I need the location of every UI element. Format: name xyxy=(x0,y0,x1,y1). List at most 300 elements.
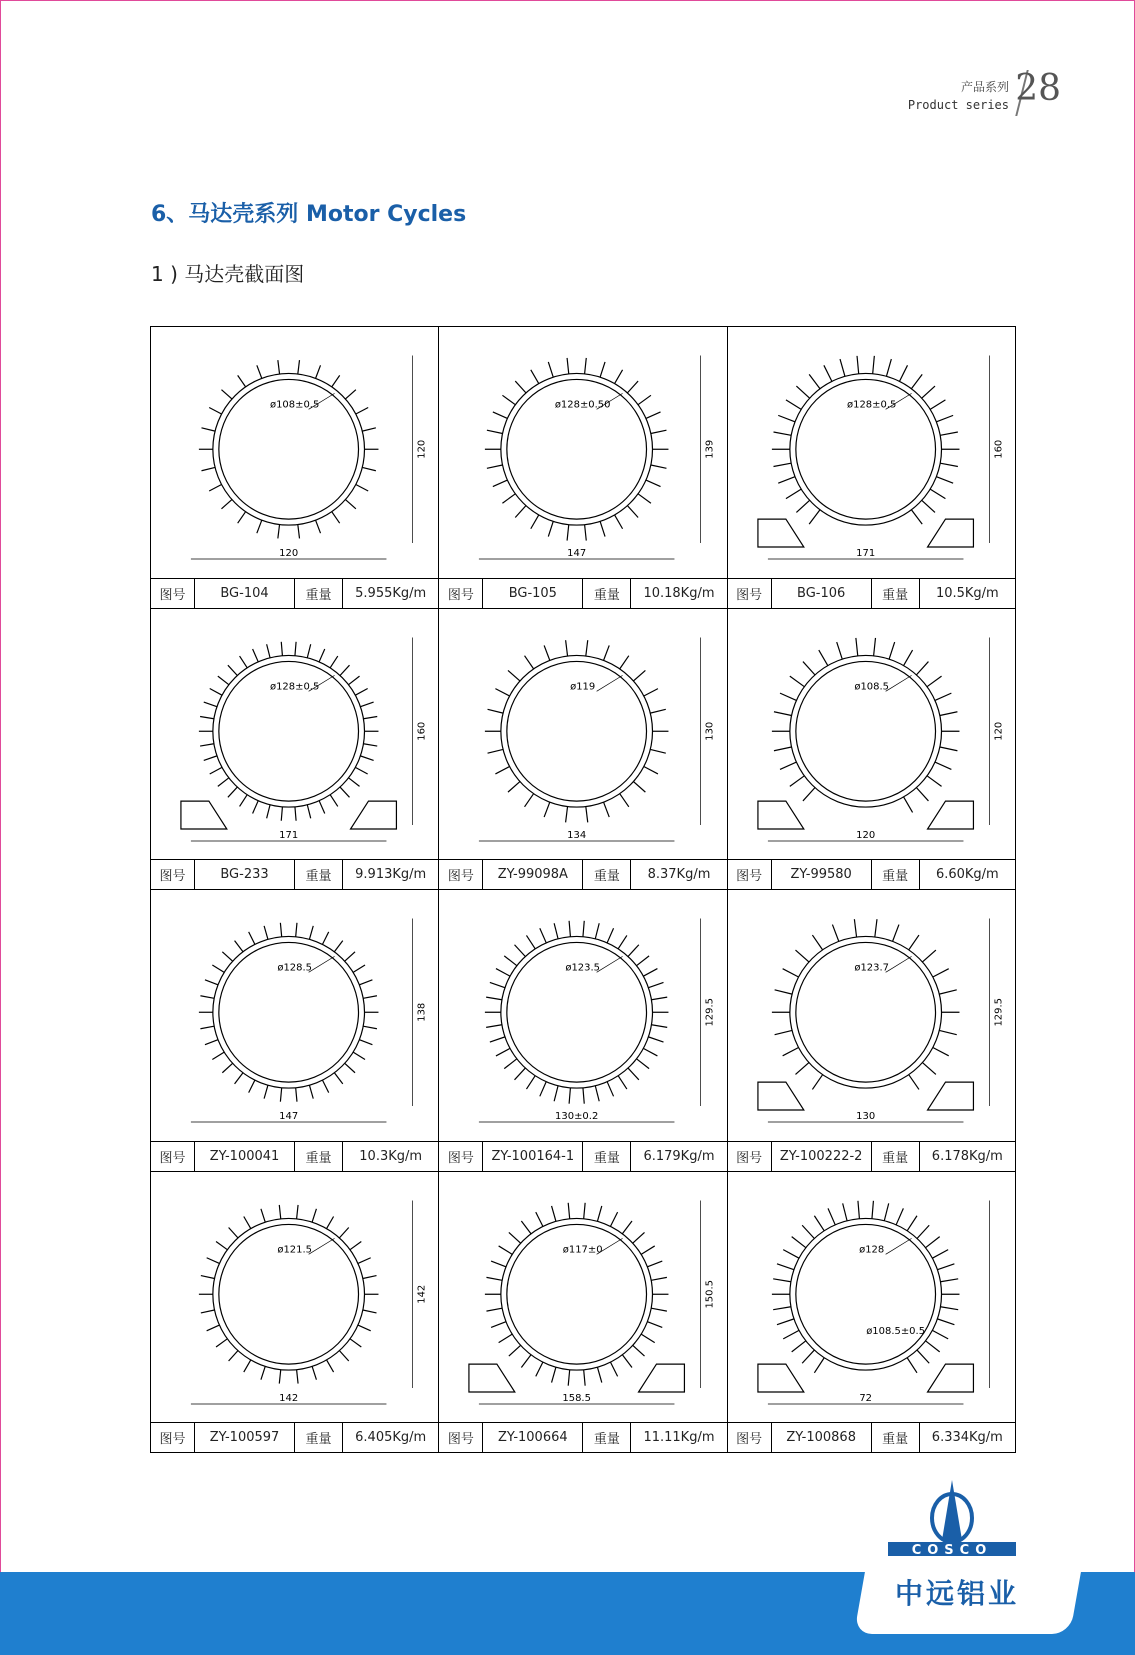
cross-section-drawing xyxy=(728,609,1015,860)
info-row xyxy=(728,1422,1015,1452)
cooling-fin xyxy=(363,1026,377,1029)
housing-outline xyxy=(790,1218,942,1370)
cooling-fin xyxy=(316,520,321,533)
cross-section-icon xyxy=(728,609,1015,860)
cooling-fin xyxy=(925,1236,939,1247)
cooling-fin xyxy=(264,1085,268,1098)
cooling-fin xyxy=(490,1037,505,1042)
cooling-fin xyxy=(505,956,518,966)
cooling-fin xyxy=(345,500,355,509)
product-code: ZY-100164-1 xyxy=(483,1142,583,1171)
cooling-fin xyxy=(940,432,958,435)
logo-text: COSCO xyxy=(911,1543,993,1558)
mounting-foot xyxy=(758,1364,974,1392)
cooling-fin xyxy=(803,787,815,800)
cooling-fin xyxy=(334,1073,342,1084)
diameter-dimension: ø119 xyxy=(570,680,596,692)
cooling-fin xyxy=(330,794,338,806)
cooling-fin xyxy=(363,716,377,718)
height-dimension: 160 xyxy=(993,439,1005,459)
product-code: ZY-100222-2 xyxy=(772,1142,872,1171)
cooling-fin xyxy=(531,515,539,529)
cooling-fin xyxy=(652,1277,668,1280)
cooling-fin xyxy=(296,923,297,937)
cooling-fin xyxy=(496,1048,510,1056)
cooling-fin xyxy=(281,641,282,655)
diameter-dimension: ø128±0.5 xyxy=(269,680,320,692)
weight-label: 重量 xyxy=(295,1423,343,1452)
product-cell xyxy=(439,609,727,891)
cooling-fin xyxy=(641,1334,655,1342)
cooling-fin xyxy=(780,693,796,700)
cooling-fin xyxy=(623,1221,633,1234)
cooling-fin xyxy=(899,365,907,381)
mounting-foot xyxy=(181,801,396,829)
cooling-fin xyxy=(278,360,280,374)
cooling-fin xyxy=(836,642,842,659)
cooling-fin xyxy=(789,676,804,687)
cooling-fin xyxy=(812,1075,822,1090)
cooling-fin xyxy=(493,412,508,418)
cooling-fin xyxy=(345,952,355,961)
cooling-fin xyxy=(316,365,321,378)
cooling-fin xyxy=(360,755,373,760)
product-cell xyxy=(728,1172,1016,1454)
cooling-fin xyxy=(777,1263,794,1269)
cooling-fin xyxy=(210,688,222,695)
cooling-fin xyxy=(228,665,237,675)
cooling-fin xyxy=(496,969,510,977)
cooling-fin xyxy=(253,800,259,813)
cooling-fin xyxy=(824,365,832,381)
product-cell xyxy=(439,327,727,609)
info-row xyxy=(439,859,726,889)
cooling-fin xyxy=(911,374,922,388)
figure-no-label: 图号 xyxy=(439,860,483,889)
product-cell xyxy=(439,890,727,1172)
cooling-fin xyxy=(889,642,895,659)
cooling-fin xyxy=(487,430,503,433)
width-dimension: 72 xyxy=(858,1392,872,1404)
weight-label: 重量 xyxy=(295,579,343,608)
cooling-fin xyxy=(908,935,918,950)
cooling-fin xyxy=(503,494,516,503)
cooling-fin xyxy=(536,1212,543,1226)
cooling-fin xyxy=(207,1325,220,1331)
cooling-fin xyxy=(648,1261,663,1267)
weight-label: 重量 xyxy=(872,579,920,608)
header-cn: 产品系列 xyxy=(960,80,1009,94)
cooling-fin xyxy=(349,676,360,685)
cooling-fin xyxy=(652,997,668,1000)
weight-label: 重量 xyxy=(872,1142,920,1171)
cooling-fin xyxy=(216,1338,227,1346)
cooling-fin xyxy=(940,711,958,715)
product-cell xyxy=(439,1172,727,1454)
mounting-foot xyxy=(758,519,974,547)
weight-label: 重量 xyxy=(583,1142,631,1171)
figure-no-label: 图号 xyxy=(151,1423,195,1452)
cooling-fin xyxy=(652,1308,668,1311)
cooling-fin xyxy=(618,935,627,948)
cooling-fin xyxy=(651,709,666,713)
cooling-fin xyxy=(295,806,296,820)
mounting-foot xyxy=(758,1082,974,1110)
header-en: Product series xyxy=(907,98,1009,112)
housing-outline xyxy=(213,936,365,1088)
cross-section-drawing xyxy=(439,1172,726,1423)
cooling-fin xyxy=(205,980,218,985)
info-row xyxy=(728,1141,1015,1171)
cooling-fin xyxy=(567,358,569,374)
figure-no-label: 图号 xyxy=(728,579,772,608)
cooling-fin xyxy=(491,1261,506,1267)
cooling-fin xyxy=(240,656,248,668)
cooling-fin xyxy=(633,1232,645,1243)
cooling-fin xyxy=(940,1278,958,1281)
cooling-fin xyxy=(858,1200,859,1218)
cooling-fin xyxy=(802,1350,814,1363)
cooling-fin xyxy=(600,521,605,536)
diameter-dimension: ø108.5 xyxy=(854,680,889,692)
cooling-fin xyxy=(620,793,629,806)
weight-label: 重量 xyxy=(872,860,920,889)
cooling-fin xyxy=(295,641,296,655)
info-row xyxy=(151,578,438,608)
cooling-fin xyxy=(615,370,623,384)
cooling-fin xyxy=(298,525,300,539)
cooling-fin xyxy=(916,661,928,674)
diameter-leader xyxy=(885,956,911,972)
cooling-fin xyxy=(637,956,650,966)
cooling-fin xyxy=(249,1080,255,1093)
diameter-dimension: ø128 xyxy=(858,1243,884,1255)
figure-no-label: 图号 xyxy=(728,1423,772,1452)
cooling-fin xyxy=(786,489,801,498)
cooling-fin xyxy=(499,1334,513,1342)
cooling-fin xyxy=(932,1330,948,1339)
cooling-fin xyxy=(832,925,838,942)
cooling-fin xyxy=(345,390,355,399)
cooling-fin xyxy=(780,762,796,769)
cooling-fin xyxy=(638,395,651,404)
cooling-fin xyxy=(531,370,539,384)
cooling-fin xyxy=(782,1047,798,1055)
product-code: ZY-100041 xyxy=(195,1142,295,1171)
cooling-fin xyxy=(600,362,605,377)
product-code: BG-233 xyxy=(195,860,295,889)
cooling-fin xyxy=(552,1205,556,1220)
cooling-fin xyxy=(567,525,569,541)
cooling-fin xyxy=(774,990,791,994)
cooling-fin xyxy=(786,400,801,409)
housing-outline xyxy=(501,373,653,525)
cooling-fin xyxy=(280,1088,281,1102)
cooling-fin xyxy=(937,1318,954,1324)
cooling-fin xyxy=(783,1249,799,1258)
cooling-fin xyxy=(916,787,928,800)
cooling-fin xyxy=(339,1227,348,1237)
cooling-fin xyxy=(596,923,600,938)
cooling-fin xyxy=(620,655,629,668)
cooling-fin xyxy=(488,749,503,753)
width-dimension: 147 xyxy=(567,548,587,560)
cooling-fin xyxy=(222,1063,232,1072)
cooling-fin xyxy=(362,467,376,470)
cooling-fin xyxy=(644,766,658,773)
cooling-fin xyxy=(773,1278,791,1281)
info-row xyxy=(728,859,1015,889)
cooling-fin xyxy=(296,1088,297,1102)
housing-outline xyxy=(501,1218,653,1370)
cooling-fin xyxy=(307,804,310,818)
cooling-fin xyxy=(644,688,658,695)
cooling-fin xyxy=(486,1025,502,1028)
cooling-fin xyxy=(261,1208,265,1221)
cooling-fin xyxy=(774,1030,791,1034)
cooling-fin xyxy=(634,781,646,792)
header-text xyxy=(908,78,1009,112)
cooling-fin xyxy=(298,360,300,374)
height-dimension: 130 xyxy=(704,721,716,741)
cooling-fin xyxy=(628,1068,639,1080)
cooling-fin xyxy=(773,463,791,466)
cooling-fin xyxy=(363,1310,377,1313)
weight-label: 重量 xyxy=(583,860,631,889)
cooling-fin xyxy=(586,640,588,656)
cooling-fin xyxy=(327,1216,334,1228)
cooling-fin xyxy=(540,1082,546,1097)
housing-outline xyxy=(790,373,942,525)
height-dimension: 120 xyxy=(993,721,1005,741)
cross-section-icon xyxy=(439,609,726,860)
cooling-fin xyxy=(278,525,280,539)
cooling-fin xyxy=(218,676,229,685)
cooling-fin xyxy=(809,510,820,524)
width-dimension: 158.5 xyxy=(562,1392,592,1404)
cooling-fin xyxy=(257,520,262,533)
cooling-fin xyxy=(596,1086,600,1101)
cooling-fin xyxy=(515,1068,526,1080)
figure-no-label: 图号 xyxy=(728,860,772,889)
cooling-fin xyxy=(307,644,310,658)
weight-value: 6.178Kg/m xyxy=(931,1148,1003,1164)
cooling-fin xyxy=(939,1030,956,1034)
info-row xyxy=(439,1422,726,1452)
cooling-fin xyxy=(774,747,792,751)
page-number: 28 xyxy=(1015,68,1061,109)
section-title: 6、马达壳系列 Motor Cycles xyxy=(151,202,467,227)
product-code: ZY-100868 xyxy=(772,1423,872,1452)
cooling-fin xyxy=(267,804,270,818)
cooling-fin xyxy=(544,802,550,817)
cooling-fin xyxy=(917,1350,929,1363)
cooling-fin xyxy=(633,1345,645,1356)
cooling-fin xyxy=(896,1208,903,1224)
diameter-leader xyxy=(885,675,911,691)
cooling-fin xyxy=(607,928,613,943)
cooling-fin xyxy=(569,921,570,937)
cooling-fin xyxy=(796,500,809,512)
cooling-fin xyxy=(907,1357,917,1372)
diameter-dimension: ø123.7 xyxy=(854,962,889,974)
cooling-fin xyxy=(264,926,268,939)
cooling-fin xyxy=(917,1225,929,1238)
cooling-fin xyxy=(486,997,502,1000)
cooling-fin xyxy=(209,484,221,490)
cooling-fin xyxy=(339,1350,348,1360)
cooling-fin xyxy=(932,969,948,977)
weight-label: 重量 xyxy=(583,1423,631,1452)
weight-value: 5.955Kg/m xyxy=(355,585,427,601)
cooling-fin xyxy=(358,1257,371,1263)
cooling-fin xyxy=(939,990,956,994)
cooling-fin xyxy=(930,400,945,409)
cooling-fin xyxy=(783,1330,799,1339)
height-dimension: 120 xyxy=(416,439,428,459)
cooling-fin xyxy=(487,1277,503,1280)
cooling-fin xyxy=(884,1203,888,1220)
cooling-fin xyxy=(774,711,792,715)
cooling-fin xyxy=(229,1227,238,1237)
diameter-dimension: ø108±0.5 xyxy=(269,399,320,411)
cooling-fin xyxy=(358,1325,371,1331)
sub-title: 1 ) 马达壳截面图 xyxy=(151,262,305,286)
cooling-fin xyxy=(795,1063,808,1075)
cooling-fin xyxy=(204,755,217,760)
figure-no-label: 图号 xyxy=(439,1142,483,1171)
cooling-fin xyxy=(212,965,224,972)
cooling-fin xyxy=(496,766,510,773)
cooling-fin xyxy=(611,1362,618,1376)
width-dimension: 130±0.2 xyxy=(555,1111,599,1123)
cooling-fin xyxy=(508,670,520,681)
cooling-fin xyxy=(515,945,526,957)
cooling-fin xyxy=(886,359,891,376)
cooling-fin xyxy=(487,1308,503,1311)
cross-section-drawing xyxy=(439,327,726,578)
diameter-dimension: ø123.5 xyxy=(565,962,601,974)
cross-section-drawing xyxy=(728,1172,1015,1423)
info-row xyxy=(151,1141,438,1171)
cooling-fin xyxy=(201,1310,215,1313)
cooling-fin xyxy=(637,1059,650,1069)
cooling-fin xyxy=(297,1369,298,1383)
figure-no-label: 图号 xyxy=(151,579,195,608)
cooling-fin xyxy=(525,655,534,668)
width-dimension: 147 xyxy=(279,1111,299,1123)
weight-value: 10.18Kg/m xyxy=(643,585,715,601)
cooling-fin xyxy=(791,1340,805,1351)
cross-section-icon xyxy=(728,327,1015,578)
cooling-fin xyxy=(516,506,527,518)
product-cell xyxy=(728,327,1016,609)
cooling-fin xyxy=(615,515,623,529)
weight-value: 8.37Kg/m xyxy=(647,867,711,882)
cooling-fin xyxy=(332,375,340,386)
weight-label: 重量 xyxy=(583,579,631,608)
cross-section-drawing xyxy=(728,890,1015,1141)
cooling-fin xyxy=(360,702,373,707)
cross-section-drawing xyxy=(151,609,438,860)
product-code: BG-105 xyxy=(483,579,583,608)
cooling-fin xyxy=(940,747,958,751)
cooling-fin xyxy=(828,1208,835,1224)
cooling-fin xyxy=(638,494,651,503)
cooling-fin xyxy=(359,980,372,985)
cooling-fin xyxy=(644,1048,658,1056)
cooling-fin xyxy=(222,952,232,961)
cooling-fin xyxy=(240,794,248,806)
cooling-fin xyxy=(552,1367,556,1382)
cooling-fin xyxy=(549,362,554,377)
figure-no-label: 图号 xyxy=(151,1142,195,1171)
figure-no-label: 图号 xyxy=(439,1423,483,1452)
cooling-fin xyxy=(349,777,360,786)
diameter-leader xyxy=(309,956,335,972)
diameter-dimension: ø128.5 xyxy=(277,962,312,974)
cooling-fin xyxy=(803,661,815,674)
cooling-fin xyxy=(249,932,255,945)
cooling-fin xyxy=(327,1359,334,1371)
cooling-fin xyxy=(201,428,215,431)
cooling-fin xyxy=(646,412,661,418)
width-dimension: 120 xyxy=(279,548,299,560)
diameter-leader xyxy=(885,1238,911,1254)
height-dimension: 129.5 xyxy=(993,997,1005,1027)
cooling-fin xyxy=(791,1236,805,1247)
cooling-fin xyxy=(363,1275,377,1278)
cosco-logo xyxy=(882,1478,1022,1564)
cooling-fin xyxy=(927,676,942,687)
cooling-fin xyxy=(319,800,325,813)
cooling-fin xyxy=(279,1369,280,1383)
housing-outline xyxy=(790,936,942,1088)
cooling-fin xyxy=(584,1202,585,1218)
cooling-fin xyxy=(936,415,953,421)
width-dimension: 171 xyxy=(279,829,299,841)
product-code: ZY-100664 xyxy=(483,1423,583,1452)
cooling-fin xyxy=(496,688,510,695)
cooling-fin xyxy=(940,463,958,466)
cooling-fin xyxy=(257,365,262,378)
cooling-fin xyxy=(205,1040,218,1045)
info-row xyxy=(151,1422,438,1452)
cooling-fin xyxy=(604,802,610,817)
mounting-foot xyxy=(758,801,974,829)
cooling-fin xyxy=(628,381,639,393)
product-cell xyxy=(151,1172,439,1454)
housing-outline xyxy=(213,1218,365,1370)
cooling-fin xyxy=(598,1205,602,1220)
cooling-fin xyxy=(812,935,822,950)
cooling-fin xyxy=(842,1203,846,1220)
cooling-fin xyxy=(649,1037,664,1042)
cooling-fin xyxy=(585,358,587,374)
weight-value: 10.3Kg/m xyxy=(359,1148,423,1164)
cooling-fin xyxy=(911,510,922,524)
cross-section-drawing xyxy=(151,890,438,1141)
product-cell xyxy=(728,890,1016,1172)
cooling-fin xyxy=(516,381,527,393)
housing-outline xyxy=(213,373,365,525)
figure-no-label: 图号 xyxy=(439,579,483,608)
cooling-fin xyxy=(585,525,587,541)
cooling-fin xyxy=(778,477,795,483)
cooling-fin xyxy=(549,521,554,536)
cooling-fin xyxy=(569,1088,570,1104)
cooling-fin xyxy=(279,1204,280,1218)
